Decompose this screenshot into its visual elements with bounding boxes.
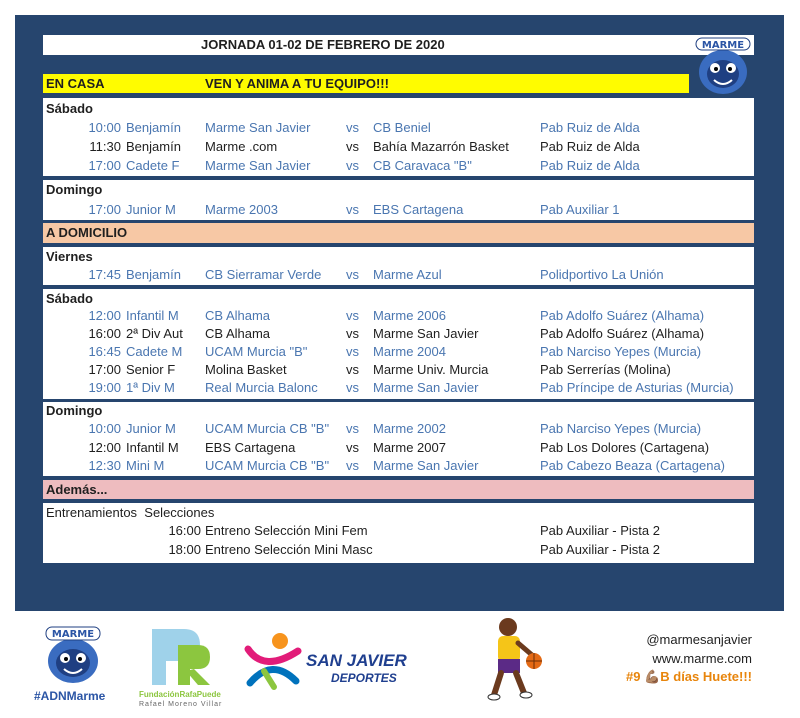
away-team: Marme San Javier (373, 326, 479, 341)
svg-text:MARME: MARME (51, 629, 95, 640)
home-saturday-section (43, 98, 754, 176)
venue: Pab Auxiliar 1 (540, 202, 620, 217)
page-title: JORNADA 01-02 DE FEBRERO DE 2020 (201, 37, 445, 52)
table-row (43, 379, 754, 397)
game-category: Benjamín (126, 139, 181, 154)
away-sunday-section (43, 402, 754, 476)
table-row (43, 439, 754, 457)
vs-label: vs (346, 202, 359, 217)
sanjavier-figure-icon (244, 631, 302, 693)
game-time: 11:30 (89, 139, 121, 154)
venue: Polidportivo La Unión (540, 267, 664, 282)
vs-label: vs (346, 158, 359, 173)
game-category: Infantil M (126, 308, 179, 323)
table-row (43, 522, 754, 540)
away-saturday-section (43, 289, 754, 399)
fundacion-sub: Rafael Moreno Villar (139, 701, 223, 708)
vs-label: vs (346, 139, 359, 154)
home-team: Marme San Javier (205, 120, 311, 135)
game-time: 12:00 (88, 308, 121, 323)
home-band-label: EN CASA (46, 76, 105, 91)
game-time: 16:45 (88, 344, 121, 359)
training-label: Entreno Selección Mini Fem (205, 523, 368, 538)
game-category: 2ª Div Aut (126, 326, 183, 341)
game-time: 17:45 (88, 267, 121, 282)
svg-text:MARME: MARME (701, 40, 745, 51)
table-row (43, 119, 754, 137)
away-team: Marme San Javier (373, 380, 479, 395)
basketball-player-icon (486, 615, 546, 701)
home-team: Molina Basket (205, 362, 287, 377)
game-category: Junior M (126, 202, 176, 217)
home-team: Real Murcia Balonc (205, 380, 318, 395)
away-friday-section (43, 247, 754, 285)
home-team: UCAM Murcia CB "B" (205, 458, 330, 473)
extra-heading: Entrenamientos Selecciones (46, 505, 215, 520)
game-time: 17:00 (88, 158, 121, 173)
game-category: Senior F (126, 362, 176, 377)
away-team: EBS Cartagena (373, 202, 464, 217)
away-team: Marme 2006 (373, 308, 446, 323)
extra-band-label: Además... (46, 482, 108, 497)
marme-logo (692, 34, 754, 98)
venue: Pab Narciso Yepes (Murcia) (540, 344, 702, 359)
away-team: Marme Univ. Murcia (373, 362, 489, 377)
sanjavier-top: SAN JAVIER (306, 651, 407, 670)
home-sunday-section (43, 180, 754, 220)
game-category: Junior M (126, 421, 176, 436)
table-row (43, 157, 754, 175)
vs-label: vs (346, 362, 359, 377)
venue: Pab Auxiliar - Pista 2 (540, 523, 660, 538)
game-time: 12:00 (88, 440, 121, 455)
away-team: Bahía Mazarrón Basket (373, 139, 509, 154)
table-row (43, 457, 754, 475)
game-time: 17:00 (88, 362, 121, 377)
venue: Pab Ruiz de Alda (540, 120, 640, 135)
away-team: Marme 2007 (373, 440, 446, 455)
game-category: Benjamín (126, 267, 181, 282)
home-team: CB Alhama (205, 308, 271, 323)
game-category: Infantil M (126, 440, 179, 455)
motto-text: #9 💪🏽B días Huete!!! (626, 669, 752, 684)
training-time: 18:00 (168, 542, 201, 557)
home-band-slogan: VEN Y ANIMA A TU EQUIPO!!! (205, 76, 389, 91)
table-row (43, 307, 754, 325)
venue: Pab Narciso Yepes (Murcia) (540, 421, 702, 436)
marme-mascot-icon (692, 34, 754, 98)
game-time: 17:00 (88, 202, 121, 217)
vs-label: vs (346, 440, 359, 455)
day-label: Domingo (46, 182, 103, 197)
vs-label: vs (346, 421, 359, 436)
game-time: 19:00 (88, 380, 121, 395)
website-link: www.marme.com (652, 651, 752, 666)
game-time: 10:00 (88, 421, 121, 436)
away-team: Marme 2004 (373, 344, 446, 359)
table-row (43, 541, 754, 559)
hashtag-label: #ADNMarme (34, 689, 106, 703)
venue: Pab Cabezo Beaza (Cartagena) (540, 458, 726, 473)
home-team: CB Sierramar Verde (205, 267, 322, 282)
vs-label: vs (346, 344, 359, 359)
away-band-label: A DOMICILIO (46, 225, 128, 240)
extra-band (43, 480, 754, 499)
game-category: Mini M (126, 458, 165, 473)
table-row (43, 201, 754, 219)
training-time: 16:00 (168, 523, 201, 538)
venue: Pab Los Dolores (Cartagena) (540, 440, 710, 455)
table-row (43, 343, 754, 361)
fundacion-rp-logo-icon (150, 627, 214, 689)
home-team: Marme .com (205, 139, 278, 154)
away-band (43, 223, 754, 243)
away-team: Marme San Javier (373, 458, 479, 473)
venue: Pab Adolfo Suárez (Alhama) (540, 308, 705, 323)
sanjavier-bottom: DEPORTES (331, 671, 397, 685)
venue: Pab Auxiliar - Pista 2 (540, 542, 660, 557)
game-category: Benjamín (126, 120, 181, 135)
home-team: UCAM Murcia "B" (205, 344, 308, 359)
social-handle: @marmesanjavier (646, 632, 752, 647)
home-team: Marme 2003 (205, 202, 278, 217)
table-row (43, 266, 754, 284)
table-row (43, 420, 754, 438)
vs-label: vs (346, 326, 359, 341)
venue: Pab Serrerías (Molina) (540, 362, 671, 377)
table-row (43, 361, 754, 379)
home-team: EBS Cartagena (205, 440, 296, 455)
day-label: Viernes (46, 249, 93, 264)
game-time: 10:00 (88, 120, 121, 135)
home-band (43, 74, 689, 93)
vs-label: vs (346, 308, 359, 323)
vs-label: vs (346, 380, 359, 395)
venue: Pab Ruiz de Alda (540, 139, 640, 154)
game-category: Cadete F (126, 158, 180, 173)
day-label: Sábado (46, 101, 93, 116)
day-label: Domingo (46, 403, 103, 418)
table-row (43, 138, 754, 156)
game-category: 1ª Div M (126, 380, 175, 395)
away-team: Marme Azul (373, 267, 442, 282)
home-team: CB Alhama (205, 326, 271, 341)
game-category: Cadete M (126, 344, 183, 359)
venue: Pab Ruiz de Alda (540, 158, 640, 173)
day-label: Sábado (46, 291, 93, 306)
vs-label: vs (346, 267, 359, 282)
away-team: Marme 2002 (373, 421, 446, 436)
game-time: 16:00 (88, 326, 121, 341)
header-row (43, 35, 754, 55)
vs-label: vs (346, 458, 359, 473)
away-team: CB Caravaca "B" (373, 158, 472, 173)
venue: Pab Príncipe de Asturias (Murcia) (540, 380, 734, 395)
training-label: Entreno Selección Mini Masc (205, 542, 373, 557)
home-team: Marme San Javier (205, 158, 311, 173)
away-team: CB Beniel (373, 120, 431, 135)
fundacion-brand: FundaciónRafaPuede (139, 690, 221, 699)
table-row (43, 325, 754, 343)
footer (0, 611, 800, 718)
home-team: UCAM Murcia CB "B" (205, 421, 330, 436)
extra-section (43, 503, 754, 563)
venue: Pab Adolfo Suárez (Alhama) (540, 326, 705, 341)
marme-footer-logo-icon (40, 625, 106, 687)
vs-label: vs (346, 120, 359, 135)
game-time: 12:30 (88, 458, 121, 473)
